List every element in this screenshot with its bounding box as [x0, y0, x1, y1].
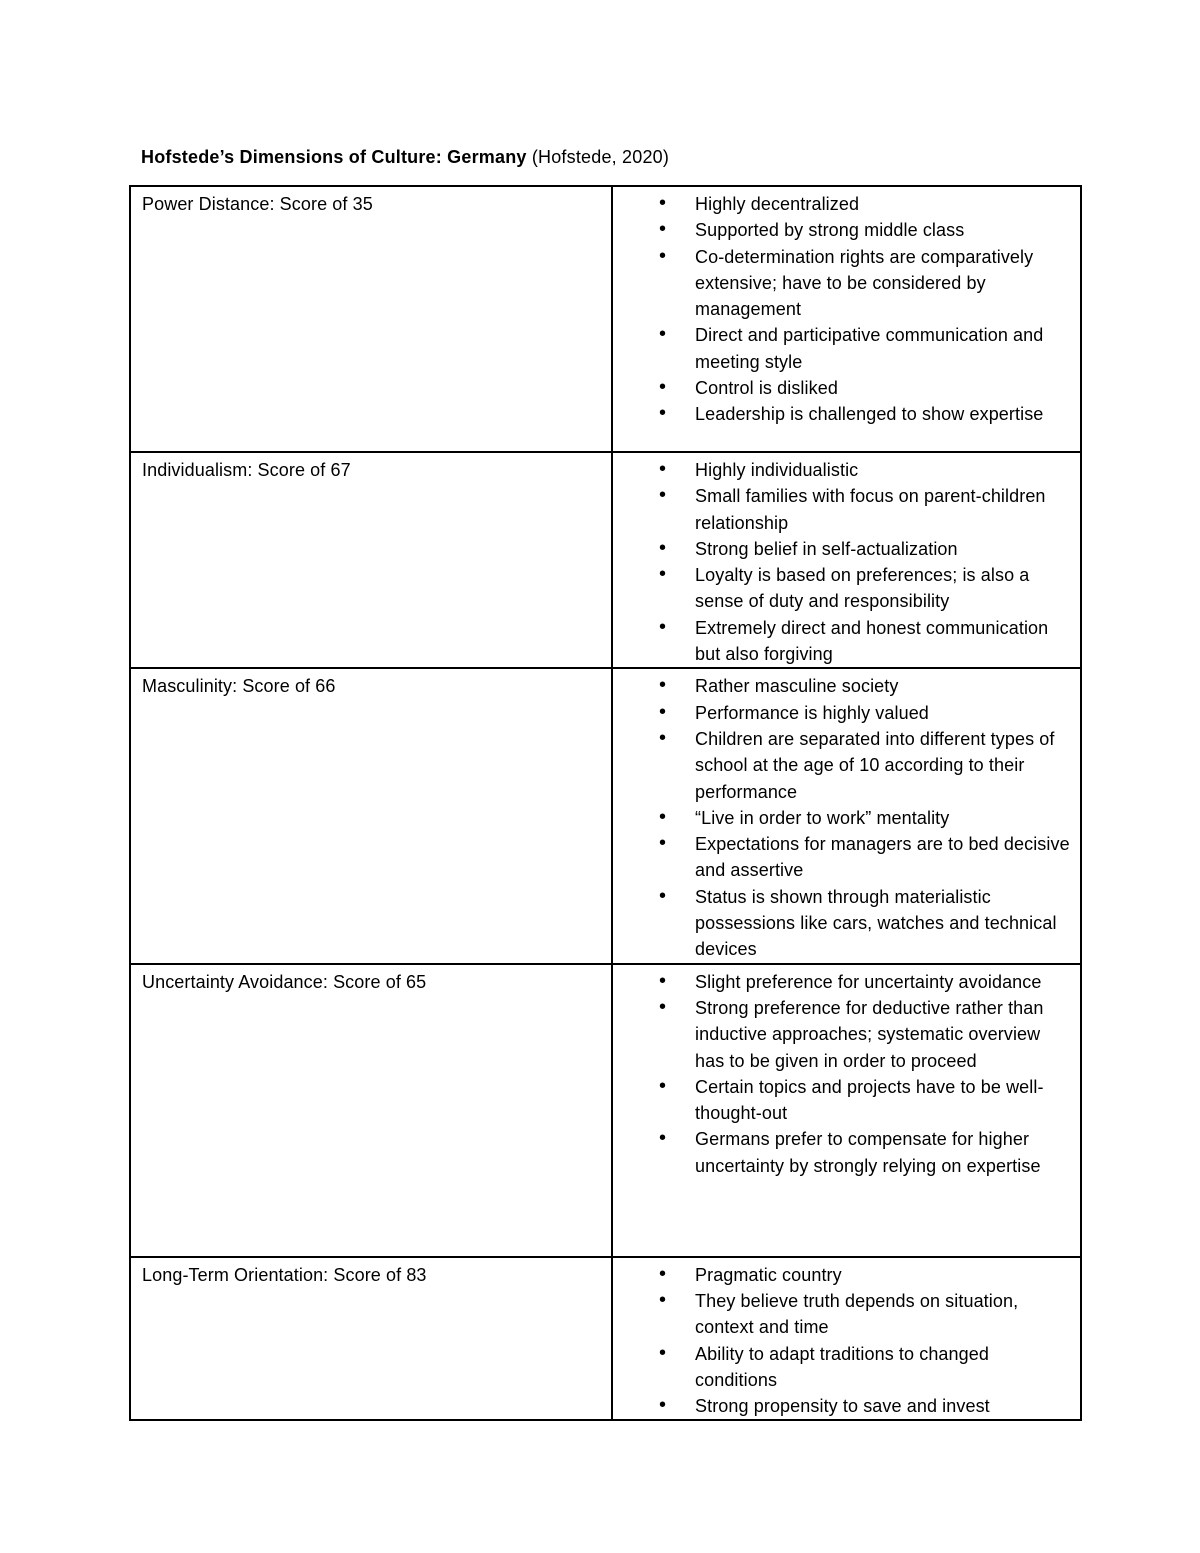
list-item: [613, 322, 1072, 375]
list-item-text: Slight preference for uncertainty avoidance: [695, 971, 1042, 992]
list-item: [613, 615, 1072, 668]
bullet-icon: •: [659, 1127, 667, 1150]
document-title-citation: (Hofstede, 2020): [531, 147, 670, 167]
bullet-icon: •: [659, 458, 667, 480]
list-item: [613, 401, 1072, 427]
table-row-individualism: [130, 452, 1081, 668]
list-item: [613, 1126, 1072, 1179]
list-item: [613, 969, 1072, 995]
list-item-text: “Live in order to work” mentality: [695, 807, 950, 828]
list-item: [613, 884, 1072, 963]
bullet-icon: •: [659, 376, 667, 399]
dimension-points-cell: [612, 452, 1081, 668]
dimensions-table: [129, 185, 1082, 1421]
list-item-text: Highly individualistic: [695, 460, 859, 480]
list-item-text: Rather masculine society: [695, 676, 899, 697]
table-row-power-distance: [130, 186, 1081, 452]
dimension-label-cell: [130, 452, 612, 668]
dimension-label: Uncertainty Avoidance: Score of 65: [142, 971, 427, 992]
list-item-text: Ability to adapt traditions to changed conditions: [695, 1343, 989, 1390]
list-item: [613, 1074, 1072, 1127]
list-item-text: Strong preference for deductive rather than inductive approaches; systematic overview has to be given in order to proceed: [695, 997, 1044, 1071]
bullet-icon: •: [659, 969, 667, 992]
list-item: [613, 831, 1072, 884]
list-item-text: Leadership is challenged to show expertise: [695, 404, 1044, 425]
document-title: [141, 144, 669, 170]
bullet-icon: •: [659, 402, 667, 425]
bullet-list: [613, 673, 1072, 962]
bullet-list: [613, 191, 1072, 428]
list-item: [613, 536, 1072, 562]
dimension-label-cell: [130, 1257, 612, 1421]
list-item-text: Control is disliked: [695, 378, 838, 399]
dimension-label: Masculinity: Score of 66: [142, 676, 336, 697]
list-item-text: Supported by strong middle class: [695, 220, 965, 241]
table-row-long-term-orientation: [130, 1257, 1081, 1421]
bullet-icon: •: [659, 615, 667, 638]
bullet-icon: •: [659, 1288, 667, 1311]
bullet-icon: •: [659, 700, 667, 723]
list-item: [613, 673, 1072, 699]
list-item: [613, 726, 1072, 805]
list-item: [613, 244, 1072, 323]
table-row-uncertainty-avoidance: [130, 964, 1081, 1257]
bullet-icon: •: [659, 536, 667, 559]
dimension-points-cell: [612, 1257, 1081, 1421]
list-item: [613, 483, 1072, 536]
dimension-label-cell: [130, 964, 612, 1257]
list-item: [613, 1288, 1072, 1341]
dimension-points-cell: [612, 964, 1081, 1257]
list-item-text: Strong propensity to save and invest: [695, 1396, 990, 1417]
bullet-icon: •: [659, 1394, 667, 1417]
dimension-points-cell: [612, 668, 1081, 963]
bullet-icon: •: [659, 244, 667, 267]
list-item-text: Certain topics and projects have to be well-thought-out: [695, 1076, 1044, 1124]
list-item-text: Extremely direct and honest communication but also forgiving: [695, 617, 1049, 665]
list-item: [613, 1262, 1072, 1288]
list-item: [613, 217, 1072, 243]
list-item: [613, 700, 1072, 726]
bullet-icon: •: [659, 832, 667, 855]
list-item-text: Highly decentralized: [695, 194, 860, 214]
bullet-icon: •: [659, 1074, 667, 1097]
bullet-icon: •: [659, 484, 667, 507]
bullet-icon: •: [659, 674, 667, 697]
dimension-points-cell: [612, 186, 1081, 452]
bullet-icon: •: [659, 192, 667, 214]
list-item-text: Loyalty is based on preferences; is also a sense of duty and responsibility: [695, 565, 1030, 612]
bullet-list: [613, 1262, 1072, 1420]
list-item-text: Co-determination rights are comparatively extensive; have to be considered by management: [695, 246, 1034, 320]
list-item: [613, 1341, 1072, 1394]
list-item-text: Performance is highly valued: [695, 702, 929, 723]
bullet-icon: •: [659, 1262, 667, 1285]
list-item-text: Pragmatic country: [695, 1264, 842, 1285]
list-item: [613, 1393, 1072, 1419]
list-item-text: Small families with focus on parent-children relationship: [695, 486, 1046, 533]
bullet-icon: •: [659, 884, 667, 907]
list-item-text: Direct and participative communication and meeting style: [695, 325, 1044, 372]
list-item: [613, 995, 1072, 1074]
list-item-text: Status is shown through materialistic possessions like cars, watches and technical devices: [695, 886, 1057, 960]
bullet-icon: •: [659, 1341, 667, 1364]
list-item-text: Strong belief in self-actualization: [695, 538, 958, 559]
list-item: [613, 562, 1072, 615]
dimension-label: Individualism: Score of 67: [142, 460, 351, 480]
list-item: [613, 457, 1072, 483]
list-item: [613, 191, 1072, 217]
bullet-icon: •: [659, 218, 667, 241]
bullet-icon: •: [659, 995, 667, 1018]
dimension-label: Long-Term Orientation: Score of 83: [142, 1264, 427, 1285]
table-row-masculinity: [130, 668, 1081, 963]
list-item-text: Children are separated into different types of school at the age of 10 according to their performance: [695, 728, 1055, 802]
bullet-list: [613, 457, 1072, 667]
bullet-list: [613, 969, 1072, 1179]
dimension-label: Power Distance: Score of 35: [142, 194, 373, 214]
dimension-label-cell: [130, 668, 612, 963]
list-item-text: Germans prefer to compensate for higher uncertainty by strongly relying on expertise: [695, 1129, 1041, 1176]
document-title-main: Hofstede’s Dimensions of Culture: Germany: [141, 147, 527, 167]
bullet-icon: •: [659, 805, 667, 828]
list-item: [613, 375, 1072, 401]
bullet-icon: •: [659, 323, 667, 346]
list-item-text: Expectations for managers are to bed decisive and assertive: [695, 834, 1070, 881]
list-item-text: They believe truth depends on situation, context and time: [695, 1290, 1019, 1338]
bullet-icon: •: [659, 726, 667, 749]
list-item: [613, 805, 1072, 831]
bullet-icon: •: [659, 563, 667, 586]
dimension-label-cell: [130, 186, 612, 452]
